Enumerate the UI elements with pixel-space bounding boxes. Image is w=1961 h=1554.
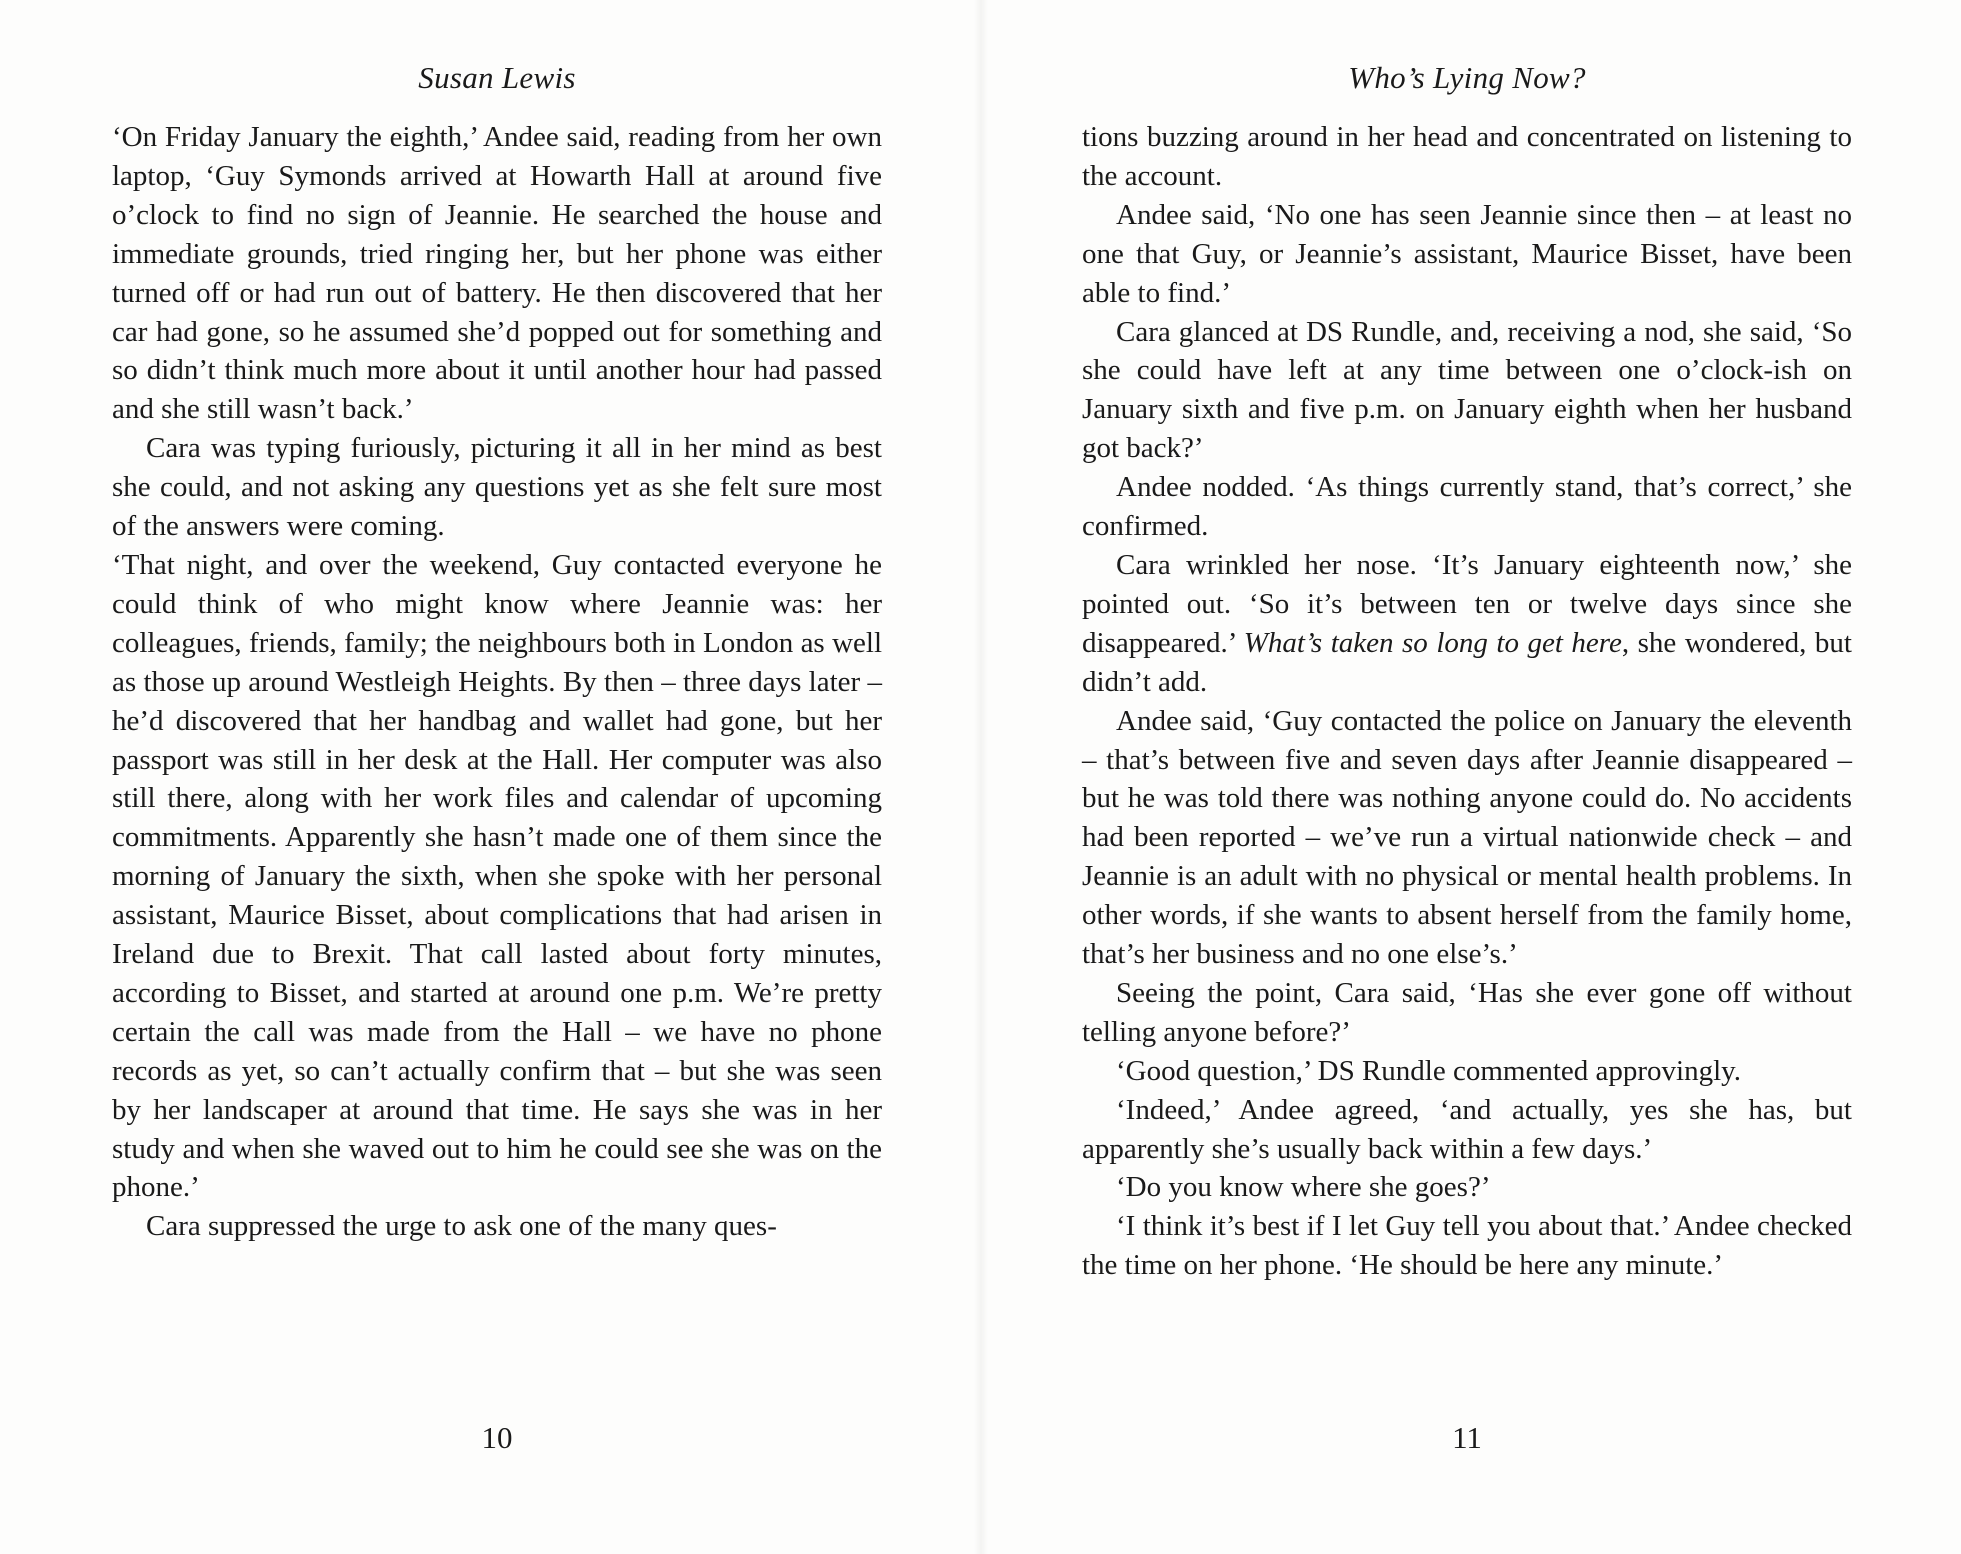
right-page	[1082, 0, 1852, 1554]
book-gutter	[974, 0, 988, 1554]
paragraph-text: , she wondered, but didn’t add.	[1082, 626, 1852, 698]
paragraph: Andee nodded. ‘As things currently stand, that’s correct,’ she confirmed.	[1082, 471, 1852, 543]
right-page-body	[1082, 118, 1852, 1285]
paragraph: Cara glanced at DS Rundle, and, receiving a nod, she said, ‘So she could have left at any time between one o’clock-ish on January sixth and five p.m. on January eighth when her husband got back?’	[1082, 315, 1852, 465]
paragraph: Andee said, ‘No one has seen Jeannie since then – at least no one that Guy, or Jeannie’s assistant, Maurice Bisset, have been able to find.’	[1082, 198, 1852, 309]
page-number: 11	[1452, 1420, 1482, 1455]
paragraph: Cara was typing furiously, picturing it all in her mind as best she could, and not asking any questions yet as she felt sure most of the answers were coming.	[112, 432, 882, 543]
paragraph: ‘That night, and over the weekend, Guy contacted everyone he could think of who might know where Jeannie was: her colleagues, friends, family; the neighbours both in London as well as those up around Westleigh Heights. By then – three days later – he’d discovered that her handbag and wallet had gone, but her passport was still in her desk at the Hall. Her computer was also still there, along with her work files and calendar of upcoming commitments. Apparently she hasn’t made one of them since the morning of January the sixth, when she spoke with her personal assistant, Maurice Bisset, about complications that had arisen in Ireland due to Brexit. That call lasted about forty minutes, according to Bisset, and started at around one p.m. We’re pretty certain the call was made from the Hall – we have no phone records as yet, so can’t actually confirm that – but she was seen by her landscaper at around that time. He says she was in her study and when she waved out to him he could see she was on the phone.’	[112, 548, 882, 1204]
paragraph: ‘On Friday January the eighth,’ Andee said, reading from her own laptop, ‘Guy Symonds arrived at Howarth Hall at around five o’clock to find no sign of Jeannie. He searched the house and immediate grounds, tried ringing her, but her phone was either turned off or had run out of battery. He then discovered that her car had gone, so he assumed she’d popped out for something and so didn’t think much more about it until another hour had passed and she still wasn’t back.’	[112, 121, 882, 426]
paragraph: Cara suppressed the urge to ask one of the many ques-	[146, 1210, 777, 1243]
paragraph: ‘Do you know where she goes?’	[1116, 1171, 1491, 1204]
left-page-body	[112, 118, 882, 1246]
paragraph: ‘Good question,’ DS Rundle commented approvingly.	[1116, 1054, 1742, 1087]
page-number: 10	[481, 1420, 513, 1455]
running-head-author: Susan Lewis	[418, 60, 576, 95]
paragraph: Andee said, ‘Guy contacted the police on January the eleventh – that’s between five and seven days after Jeannie disappeared – but he was told there was nothing anyone could do. No accidents had been reported – we’ve run a virtual nationwide check – and Jeannie is an adult with no physical or mental health problems. In other words, if she wants to absent herself from the family home, that’s her business and no one else’s.’	[1082, 704, 1852, 971]
paragraph-text: Cara wrinkled her nose. ‘It’s January eighteenth now,’ she pointed out. ‘So it’s between ten or twelve days since she disappeared.’	[1082, 548, 1852, 659]
paragraph: Seeing the point, Cara said, ‘Has she ever gone off without telling anyone before?’	[1082, 976, 1852, 1048]
running-head-title: Who’s Lying Now?	[1348, 60, 1586, 95]
paragraph: ‘I think it’s best if I let Guy tell you about that.’ Andee checked the time on her phone. ‘He should be here any minute.’	[1082, 1210, 1852, 1282]
paragraph: ‘Indeed,’ Andee agreed, ‘and actually, yes she has, but apparently she’s usually back within a few days.’	[1082, 1093, 1852, 1165]
paragraph	[1082, 546, 1852, 702]
paragraph: tions buzzing around in her head and concentrated on listening to the account.	[1082, 121, 1852, 192]
italic-thought: What’s taken so long to get here	[1243, 626, 1622, 659]
left-page	[112, 0, 882, 1554]
